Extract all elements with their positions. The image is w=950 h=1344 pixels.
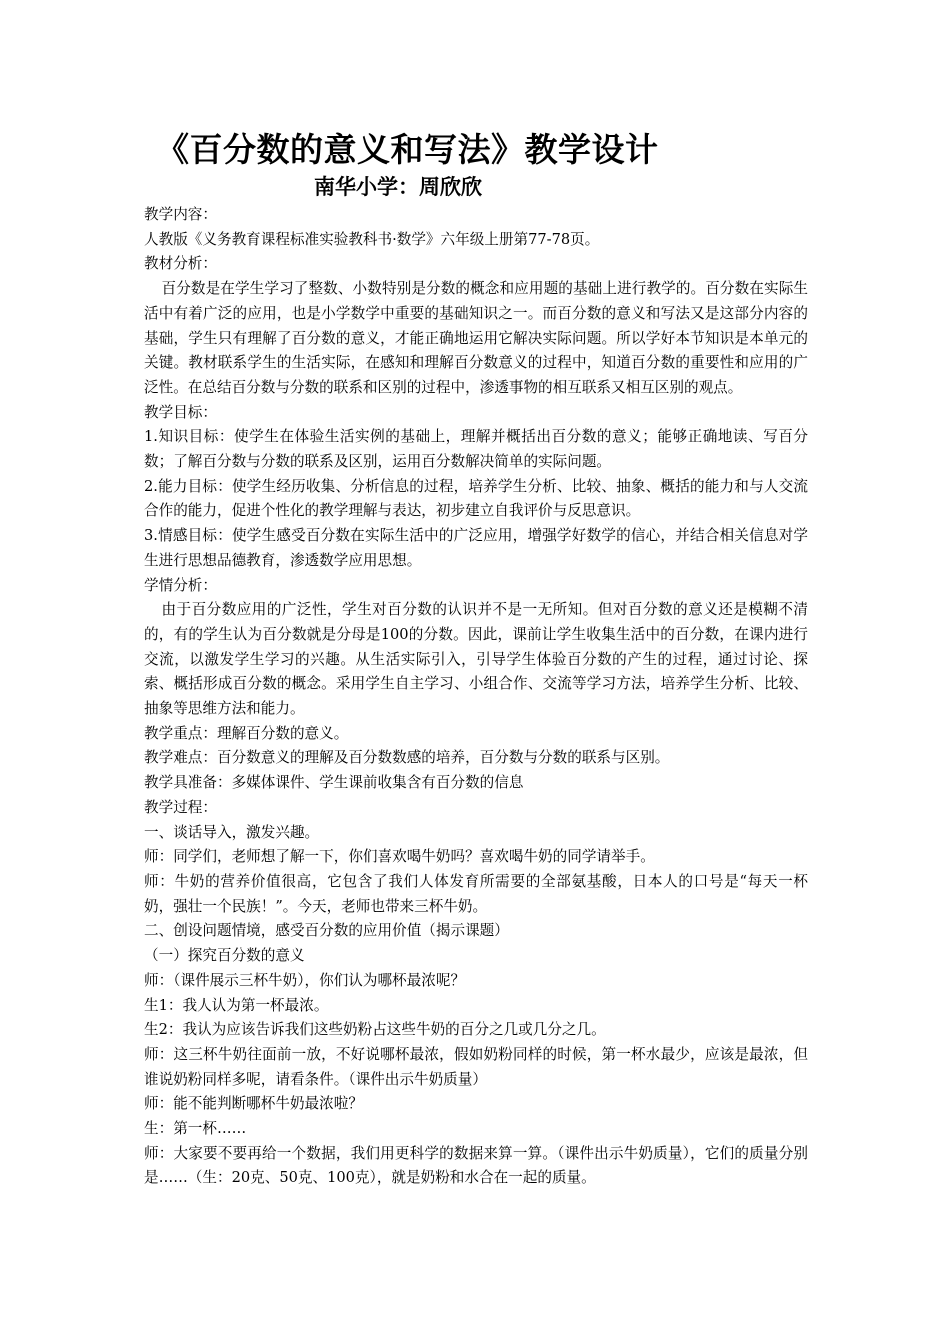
paragraph: 2.能力目标：使学生经历收集、分析信息的过程，培养学生分析、比较、抽象、概括的能力和与人交流合作的能力，促进个性化的教学理解与表达，初步建立自我评价与反思意识。 [144,477,808,520]
document-body [144,203,808,1191]
document-title: 《百分数的意义和写法》教学设计 [156,130,659,169]
paragraph: 3.情感目标：使学生感受百分数在实际生活中的广泛应用，增强学好数学的信心，并结合相关信息对学生进行思想品德教育，渗透数学应用思想。 [144,527,808,569]
paragraph: 师：（课件展示三杯牛奶），你们认为哪杯最浓呢？ [144,971,466,989]
paragraph: 生2：我认为应该告诉我们这些奶粉占这些牛奶的百分之几或几分之几。 [144,1021,606,1039]
paragraph: 教学重点：理解百分数的意义。 [144,724,349,742]
paragraph: 教学目标： [144,403,217,421]
paragraph: 百分数是在学生学习了整数、小数特别是分数的概念和应用题的基础上进行教学的。百分数在实际生活中有着广泛的应用，也是小学数学中重要的基础知识之一。而百分数的意义和写法又是这部分内容的基础，学生只有理解了百分数的意义，才能正确地运用它解决实际问题。所以学好本节知识是本单元的关键。教材联系学生的生活实际，在感知和理解百分数意义的过程中，知道百分数的重要性和应用的广泛性。在总结百分数与分数的联系和区别的过程中，渗透事物的相互联系又相互区别的观点。 [144,280,808,396]
paragraph: 师：能不能判断哪杯牛奶最浓啦？ [144,1095,363,1113]
paragraph: 1.知识目标：使学生在体验生活实例的基础上，理解并概括出百分数的意义；能够正确地读、写百分数；了解百分数与分数的联系及区别，运用百分数解决简单的实际问题。 [144,428,808,471]
paragraph: 二、创设问题情境，感受百分数的应用价值（揭示课题） [144,922,509,940]
document-author: 南华小学：周欣欣 [314,175,482,199]
paragraph: 师：牛奶的营养价值很高，它包含了我们人体发育所需要的全部氨基酸，日本人的口号是“每天一杯奶，强壮一个民族！”。今天，老师也带来三杯牛奶。 [144,872,808,915]
paragraph: 教材分析： [144,255,217,273]
paragraph: （一）探究百分数的意义 [144,947,305,965]
paragraph: 一、谈话导入，激发兴趣。 [144,823,320,841]
paragraph: 教学难点：百分数意义的理解及百分数数感的培养，百分数与分数的联系与区别。 [144,749,670,767]
paragraph: 师：大家要不要再给一个数据，我们用更科学的数据来算一算。（课件出示牛奶质量），它们的质量分别是……（生：20克、50克、100克），就是奶粉和水合在一起的质量。 [144,1144,808,1187]
paragraph: 教学过程： [144,798,217,816]
paragraph: 教学具准备：多媒体课件、学生课前收集含有百分数的信息 [144,774,524,792]
paragraph: 学情分析： [144,576,217,594]
paragraph: 师：同学们，老师想了解一下，你们喜欢喝牛奶吗？喜欢喝牛奶的同学请举手。 [144,848,655,866]
paragraph: 由于百分数应用的广泛性，学生对百分数的认识并不是一无所知。但对百分数的意义还是模糊不清的，有的学生认为百分数就是分母是100的分数。因此，课前让学生收集生活中的百分数，在课内进行交流，以激发学生学习的兴趣。从生活实际引入，引导学生体验百分数的产生的过程，通过讨论、探索、概括形成百分数的概念。采用学生自主学习、小组合作、交流等学习方法，培养学生分析、比较、抽象等思维方法和能力。 [144,601,808,718]
paragraph: 生1：我人认为第一杯最浓。 [144,996,329,1014]
paragraph: 生：第一杯…… [144,1120,247,1138]
paragraph: 人教版《义务教育课程标准实验教科书·数学》六年级上册第77-78页。 [144,230,600,248]
paragraph: 教学内容： [144,206,217,223]
paragraph: 师：这三杯牛奶往面前一放，不好说哪杯最浓，假如奶粉同样的时候，第一杯水最少，应该是最浓，但谁说奶粉同样多呢，请看条件。（课件出示牛奶质量） [144,1045,808,1088]
